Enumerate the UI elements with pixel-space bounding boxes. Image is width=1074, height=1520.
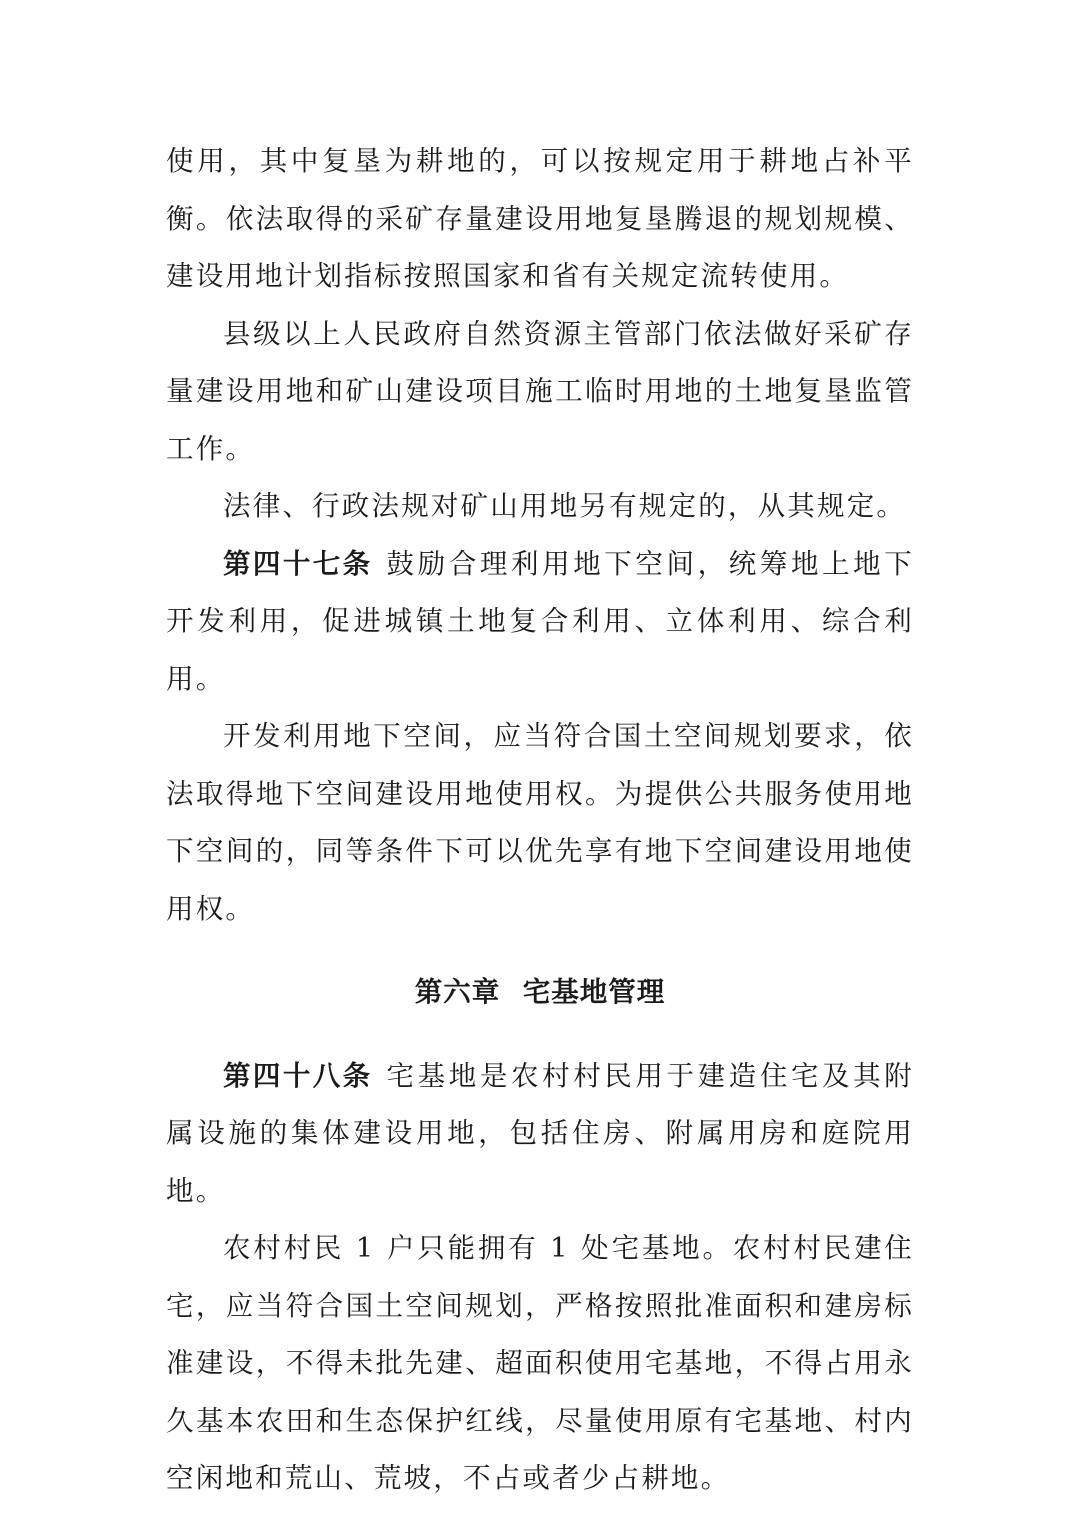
article-48-label: 第四十八条	[223, 1059, 373, 1092]
article-47-text: 鼓励合理利用地下空间，统筹地上地下开发利用，促进城镇土地复合利用、立体利用、综合利用。	[166, 547, 914, 695]
article-48-text: 宅基地是农村村民用于建造住宅及其附属设施的集体建设用地，包括住房、附属用房和庭院用地。	[166, 1059, 914, 1207]
paragraph-supervision: 县级以上人民政府自然资源主管部门依法做好采矿存量建设用地和矿山建设项目施工临时用地的土地复垦监管工作。	[166, 317, 914, 465]
article-48	[166, 1048, 914, 1221]
paragraph-mining-law: 法律、行政法规对矿山用地另有规定的，从其规定。	[223, 490, 907, 522]
chapter-title: 第六章 宅基地管理	[414, 976, 666, 1008]
article-47	[166, 536, 914, 709]
paragraph-underground-space: 开发利用地下空间，应当符合国土空间规划要求，依法取得地下空间建设用地使用权。为提供公共服务使用地下空间的，同等条件下可以优先享有地下空间建设用地使用权。	[166, 720, 914, 925]
paragraph-continued: 使用，其中复垦为耕地的，可以按规定用于耕地占补平衡。依法取得的采矿存量建设用地复垦腾退的规划规模、建设用地计划指标按照国家和省有关规定流转使用。	[166, 145, 914, 292]
article-47-label: 第四十七条	[223, 547, 373, 580]
document-page	[166, 133, 914, 1508]
paragraph-homestead-rules: 农村村民 1 户只能拥有 1 处宅基地。农村村民建住宅，应当符合国土空间规划，严格按照批准面积和建房标准建设，不得未批先建、超面积使用宅基地，不得占用永久基本农田和生态保护红线，尽量使用原有宅基地、村内空闲地和荒山、荒坡，不占或者少占耕地。	[166, 1232, 914, 1494]
